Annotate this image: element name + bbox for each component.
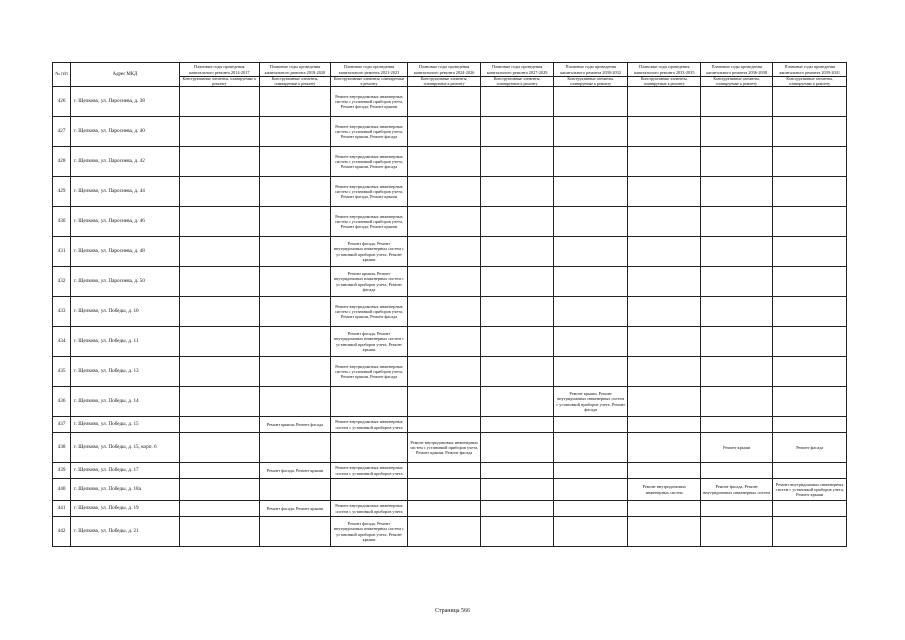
repair-cell [553, 463, 628, 479]
table-row [53, 387, 847, 417]
row-address: г. Щелково, ул. Пароснева, д. 46 [71, 207, 180, 237]
header-elements: Конструктивные элементы, планируемые к ремонту [773, 77, 847, 87]
repair-cell [259, 237, 330, 267]
repair-cell: Ремонт внутридомовых инженерных систем с установкой приборов учета, Ремонт фасада, Ремонт крыши [331, 177, 408, 207]
repair-cell [481, 501, 553, 517]
row-address: г. Щелково, ул. Пароснева, д. 44 [71, 177, 180, 207]
repair-cell [481, 417, 553, 433]
repair-cell: Ремонт внутридомовых инженерных систем с установкой приборов учета [331, 417, 408, 433]
repair-cell [628, 357, 700, 387]
repair-cell [773, 147, 847, 177]
repair-cell [700, 297, 772, 327]
row-number: 430 [53, 207, 71, 237]
row-number: 435 [53, 357, 71, 387]
header-elements: Конструктивные элементы, планируемые к ремонту [700, 77, 772, 87]
repair-cell [481, 463, 553, 479]
repair-cell [773, 237, 847, 267]
repair-cell [481, 297, 553, 327]
row-number: 429 [53, 177, 71, 207]
repair-cell [179, 501, 259, 517]
header-address: Адрес МКД [71, 63, 180, 87]
repair-cell [179, 117, 259, 147]
repair-cell [259, 147, 330, 177]
repair-cell [700, 207, 772, 237]
row-address: г. Щелково, ул. Победы, д. 18а [71, 479, 180, 501]
row-address: г. Щелково, ул. Пароснева, д. 50 [71, 267, 180, 297]
repair-cell [773, 501, 847, 517]
row-number: 432 [53, 267, 71, 297]
capital-repair-table [52, 62, 847, 547]
row-address: г. Щелково, ул. Победы, д. 17 [71, 463, 180, 479]
repair-cell [407, 327, 481, 357]
repair-cell [628, 327, 700, 357]
repair-cell [179, 479, 259, 501]
repair-cell: Ремонт фасада, Ремонт внутридомовых инженерных систем с установкой приборов учета, Ремонт крыши [331, 327, 408, 357]
table-row [53, 433, 847, 463]
repair-cell [773, 387, 847, 417]
header-elements: Конструктивные элементы, планируемые к ремонту [179, 77, 259, 87]
repair-cell [407, 501, 481, 517]
row-address: г. Щелково, ул. Победы, д. 15, корп. 6 [71, 433, 180, 463]
row-address: г. Щелково, ул. Победы, д. 10 [71, 297, 180, 327]
repair-cell [179, 517, 259, 547]
repair-cell [481, 433, 553, 463]
table-row [53, 501, 847, 517]
repair-cell [481, 327, 553, 357]
repair-cell [179, 433, 259, 463]
row-address: г. Щелково, ул. Победы, д. 13 [71, 357, 180, 387]
repair-cell [179, 147, 259, 177]
repair-cell [331, 387, 408, 417]
row-number: 436 [53, 387, 71, 417]
repair-cell [628, 433, 700, 463]
repair-cell [700, 177, 772, 207]
repair-cell [481, 237, 553, 267]
repair-cell [259, 87, 330, 117]
repair-cell [481, 479, 553, 501]
repair-cell [553, 177, 628, 207]
repair-cell [700, 463, 772, 479]
repair-cell [628, 177, 700, 207]
repair-cell [481, 177, 553, 207]
row-address: г. Щелково, ул. Пароснева, д. 40 [71, 117, 180, 147]
row-address: г. Щелково, ул. Победы, д. 19 [71, 501, 180, 517]
repair-cell [553, 117, 628, 147]
repair-cell [628, 117, 700, 147]
table-body [53, 87, 847, 547]
repair-cell [553, 207, 628, 237]
repair-cell: Ремонт внутридомовых инженерных систем [628, 479, 700, 501]
repair-cell: Ремонт внутридомовых инженерных систем с установкой приборов учета, Ремонт крыши, Ремонт фасада [407, 433, 481, 463]
repair-cell [553, 479, 628, 501]
repair-cell [700, 357, 772, 387]
row-number: 441 [53, 501, 71, 517]
header-elements: Конструктивные элементы, планируемые к ремонту [628, 77, 700, 87]
repair-cell [481, 87, 553, 117]
repair-cell [773, 327, 847, 357]
repair-cell [628, 297, 700, 327]
repair-cell [700, 501, 772, 517]
repair-cell [553, 501, 628, 517]
row-number: 433 [53, 297, 71, 327]
repair-cell [179, 327, 259, 357]
repair-cell [481, 147, 553, 177]
repair-cell [773, 297, 847, 327]
table-row [53, 327, 847, 357]
header-elements: Конструктивные элементы, планируемые к ремонту [259, 77, 330, 87]
table-row [53, 479, 847, 501]
row-address: г. Щелково, ул. Пароснева, д. 48 [71, 237, 180, 267]
row-address: г. Щелково, ул. Победы, д. 11 [71, 327, 180, 357]
row-address: г. Щелково, ул. Победы, д. 14 [71, 387, 180, 417]
repair-cell [553, 297, 628, 327]
repair-cell: Ремонт внутридомовых инженерных систем с установкой приборов учета [331, 463, 408, 479]
page-number: Страница 566 [434, 608, 471, 614]
repair-cell [553, 87, 628, 117]
repair-cell [553, 357, 628, 387]
repair-cell [773, 517, 847, 547]
repair-cell [553, 267, 628, 297]
header-elements: Конструктивные элементы, планируемые к ремонту [407, 77, 481, 87]
repair-cell [773, 117, 847, 147]
repair-cell [407, 387, 481, 417]
repair-cell [259, 479, 330, 501]
repair-cell [773, 267, 847, 297]
repair-cell [259, 177, 330, 207]
repair-cell [628, 517, 700, 547]
header-year-period: Плановые годы проведения капитального ремонта 2021-2023 [331, 63, 408, 77]
repair-cell: Ремонт фасада, Ремонт внутридомовых инженерных систем с установкой приборов учета, Ремонт крыши [331, 237, 408, 267]
table-row [53, 517, 847, 547]
row-address: г. Щелково, ул. Победы, д. 15 [71, 417, 180, 433]
repair-cell [259, 387, 330, 417]
repair-cell [553, 237, 628, 267]
header-year-period: Плановые годы проведения капитального ремонта 2033-2035 [628, 63, 700, 77]
repair-cell [259, 327, 330, 357]
table-row [53, 267, 847, 297]
row-number: 427 [53, 117, 71, 147]
table-row [53, 87, 847, 117]
row-number: 439 [53, 463, 71, 479]
repair-cell [628, 207, 700, 237]
repair-cell [773, 417, 847, 433]
repair-cell [773, 357, 847, 387]
repair-cell [628, 147, 700, 177]
table-row [53, 147, 847, 177]
repair-cell: Ремонт крыши, Ремонт внутридомовых инженерных систем с установкой приборов учета, Ремонт фасада [553, 387, 628, 417]
table-row [53, 357, 847, 387]
header-year-period: Плановые годы проведения капитального ремонта 2024-2026 [407, 63, 481, 77]
header-num: № п/п [53, 63, 71, 87]
row-address: г. Щелково, ул. Победы, д. 21 [71, 517, 180, 547]
repair-cell [407, 517, 481, 547]
repair-cell [259, 433, 330, 463]
row-number: 438 [53, 433, 71, 463]
header-year-period: Плановые годы проведения капитального ремонта 2014-2017 [179, 63, 259, 77]
repair-cell [481, 117, 553, 147]
repair-cell [628, 387, 700, 417]
row-address: г. Щелково, ул. Пароснева, д. 42 [71, 147, 180, 177]
repair-cell [553, 517, 628, 547]
table-row [53, 207, 847, 237]
repair-cell [700, 237, 772, 267]
repair-cell [259, 297, 330, 327]
repair-cell [481, 387, 553, 417]
header-elements: Конструктивные элементы, планируемые к ремонту [481, 77, 553, 87]
row-number: 426 [53, 87, 71, 117]
table-row [53, 237, 847, 267]
repair-cell [700, 87, 772, 117]
repair-cell [628, 463, 700, 479]
repair-cell: Ремонт внутридомовых инженерных систем с установкой приборов учета, Ремонт крыши [773, 479, 847, 501]
repair-cell [700, 147, 772, 177]
table-row [53, 417, 847, 433]
repair-cell [700, 387, 772, 417]
repair-cell [259, 357, 330, 387]
table-row [53, 177, 847, 207]
repair-cell: Ремонт внутридомовых инженерных систем с установкой приборов учета, Ремонт фасада, Ремонт крыши [331, 87, 408, 117]
repair-cell [553, 433, 628, 463]
repair-cell [407, 147, 481, 177]
repair-cell: Ремонт внутридомовых инженерных систем с установкой приборов учета, Ремонт крыши, Ремонт фасада [331, 357, 408, 387]
repair-cell [407, 463, 481, 479]
repair-cell [259, 517, 330, 547]
repair-cell [331, 479, 408, 501]
repair-cell: Ремонт внутридомовых инженерных систем с установкой приборов учета, Ремонт крыши, Ремонт фасада [331, 147, 408, 177]
repair-cell [179, 297, 259, 327]
repair-cell [259, 267, 330, 297]
header-year-period: Плановые годы проведения капитального ремонта 2027-2029 [481, 63, 553, 77]
repair-cell [773, 463, 847, 479]
repair-cell: Ремонт внутридомовых инженерных систем с установкой приборов учета, Ремонт фасада, Ремонт крыши [331, 207, 408, 237]
repair-cell [407, 357, 481, 387]
repair-cell: Ремонт внутридомовых инженерных систем с установкой приборов учета, Ремонт крыши, Ремонт фасада [331, 297, 408, 327]
row-number: 442 [53, 517, 71, 547]
repair-cell [628, 237, 700, 267]
repair-cell: Ремонт внутридомовых инженерных систем с установкой приборов учета [331, 501, 408, 517]
repair-cell [179, 237, 259, 267]
repair-cell [407, 117, 481, 147]
repair-cell [628, 417, 700, 433]
repair-cell [179, 417, 259, 433]
repair-cell [407, 479, 481, 501]
header-year-period: Плановые годы проведения капитального ремонта 2030-2032 [553, 63, 628, 77]
row-number: 434 [53, 327, 71, 357]
table-row [53, 117, 847, 147]
repair-cell [331, 433, 408, 463]
repair-cell [179, 387, 259, 417]
repair-cell [700, 327, 772, 357]
repair-cell [407, 297, 481, 327]
repair-cell [481, 517, 553, 547]
repair-cell: Ремонт крыши, Ремонт внутридомовых инженерных систем с установкой приборов учета, Ремонт фасада [331, 267, 408, 297]
repair-cell [700, 517, 772, 547]
repair-cell [481, 357, 553, 387]
row-number: 431 [53, 237, 71, 267]
repair-cell: Ремонт фасада, Ремонт крыши [259, 463, 330, 479]
repair-cell [628, 87, 700, 117]
repair-cell [773, 207, 847, 237]
repair-cell [700, 117, 772, 147]
header-year-period: Плановые годы проведения капитального ремонта 2039-2041 [773, 63, 847, 77]
repair-cell [628, 501, 700, 517]
repair-cell [179, 87, 259, 117]
repair-cell: Ремонт внутридомовых инженерных систем с установкой приборов учета, Ремонт крыши, Ремонт фасада [331, 117, 408, 147]
repair-cell [179, 463, 259, 479]
repair-cell [179, 267, 259, 297]
table-row [53, 463, 847, 479]
repair-cell [481, 267, 553, 297]
row-number: 428 [53, 147, 71, 177]
repair-cell [553, 327, 628, 357]
row-number: 437 [53, 417, 71, 433]
repair-cell: Ремонт крыши, Ремонт фасада [259, 417, 330, 433]
repair-cell [259, 207, 330, 237]
repair-cell [773, 87, 847, 117]
repair-cell [700, 417, 772, 433]
repair-cell [179, 357, 259, 387]
row-number: 440 [53, 479, 71, 501]
header-elements: Конструктивные элементы, планируемые к ремонту [553, 77, 628, 87]
header-year-period: Плановые годы проведения капитального ремонта 2036-2038 [700, 63, 772, 77]
repair-cell: Ремонт фасада, Ремонт внутридомовых инженерных систем [700, 479, 772, 501]
repair-cell: Ремонт крыши [700, 433, 772, 463]
table-row [53, 297, 847, 327]
repair-cell [773, 177, 847, 207]
repair-cell [407, 237, 481, 267]
header-year-period: Плановые годы проведения капитального ремонта 2018-2020 [259, 63, 330, 77]
repair-cell [553, 417, 628, 433]
repair-cell [481, 207, 553, 237]
repair-cell: Ремонт фасада [773, 433, 847, 463]
repair-cell [179, 177, 259, 207]
header-elements: Конструктивные элементы, планируемые к ремонту [331, 77, 408, 87]
header-row-years [53, 63, 847, 77]
repair-cell [407, 267, 481, 297]
repair-cell: Ремонт фасада, Ремонт крыши [259, 501, 330, 517]
row-address: г. Щелково, ул. Пароснева, д. 38 [71, 87, 180, 117]
repair-cell [407, 177, 481, 207]
repair-cell [700, 267, 772, 297]
repair-cell [407, 207, 481, 237]
repair-cell [407, 87, 481, 117]
repair-cell [179, 207, 259, 237]
repair-cell [407, 417, 481, 433]
repair-cell: Ремонт фасада, Ремонт внутридомовых инженерных систем с установкой приборов учета, Ремонт крыши [331, 517, 408, 547]
repair-cell [553, 147, 628, 177]
repair-cell [628, 267, 700, 297]
repair-cell [259, 117, 330, 147]
